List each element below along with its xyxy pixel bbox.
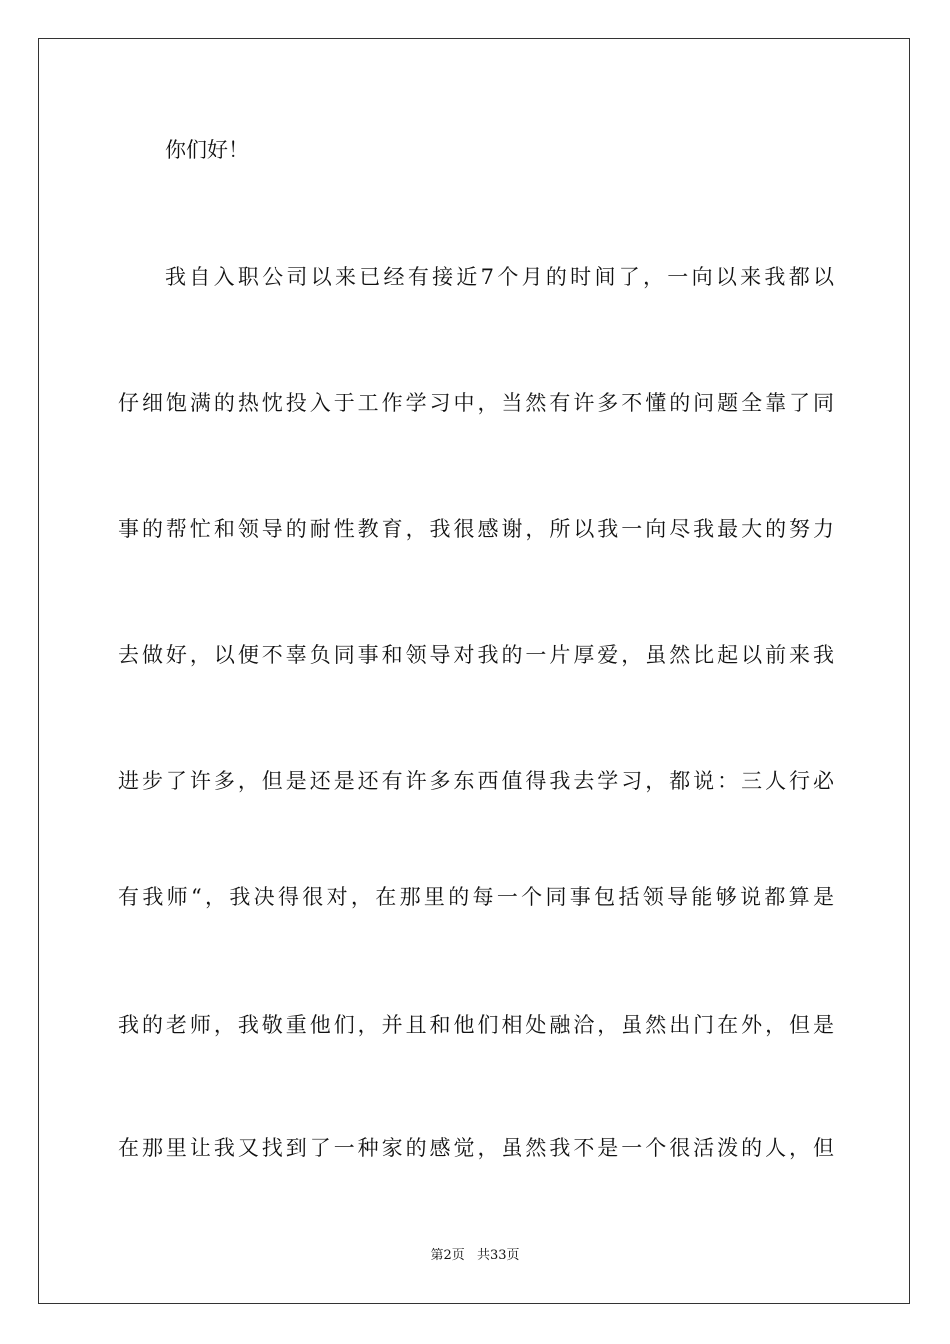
page-number: 第2页	[430, 1248, 465, 1263]
body-line-6: 有我师“，我决得很对，在那里的每一个同事包括领导能够说都算是	[118, 885, 834, 909]
body-line-7: 我的老师，我敬重他们，并且和他们相处融洽，虽然出门在外，但是	[118, 1013, 834, 1037]
page-footer	[0, 1247, 950, 1265]
body-line-2: 仔细饱满的热忱投入于工作学习中，当然有许多不懂的问题全靠了同	[118, 391, 834, 415]
page-total: 共33页	[476, 1248, 520, 1263]
body-line-5: 进步了许多，但是还是还有许多东西值得我去学习，都说：三人行必	[118, 769, 834, 793]
body-line-8: 在那里让我又找到了一种家的感觉，虽然我不是一个很活泼的人，但	[118, 1136, 834, 1160]
greeting-line: 你们好！	[165, 138, 249, 162]
page-border	[38, 38, 910, 1304]
body-line-4: 去做好，以便不辜负同事和领导对我的一片厚爱，虽然比起以前来我	[118, 643, 834, 667]
body-line-3: 事的帮忙和领导的耐性教育，我很感谢，所以我一向尽我最大的努力	[118, 517, 834, 541]
body-line-1: 我自入职公司以来已经有接近7个月的时间了，一向以来我都以	[165, 265, 834, 289]
